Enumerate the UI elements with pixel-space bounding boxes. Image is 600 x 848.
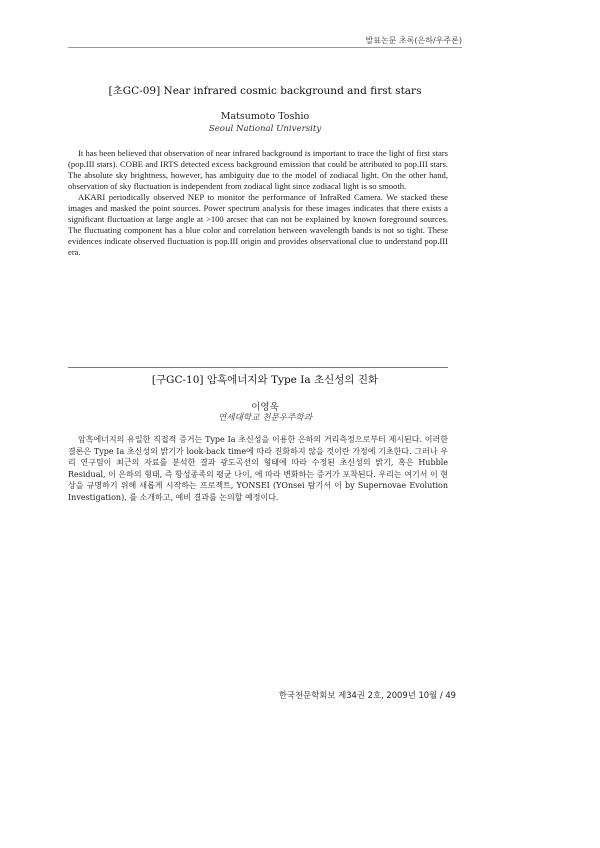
paper2-author: 이영욱 xyxy=(251,402,279,413)
page-footer: 한국천문학회보 제34권 2호, 2009년 10월 / 49 xyxy=(278,690,456,700)
paper1-paragraph-1: It has been believed that observation of near infrared background is important to trace the light of first stars (pop.III stars). COBE and IRTS detected excess background emission that could be attributed to pop.III stars. The absolute sky brightness, however, has ambiguity due to the model of zodiacal light. On the other hand, observation of sky fluctuation is independent from zodiacal light since zodiacal light is so smooth. xyxy=(68,148,448,191)
header-rule xyxy=(68,47,462,48)
paper2-paragraph-1: 암흑에너지의 유일한 직접적 증거는 Type Ia 초신성을 이용한 은하의 거리측정으로부터 제시된다. 이러한 결론은 Type Ia 초신성의 밝기가 look-back time에 따라 진화하지 않을 것이란 가정에 기초한다. 그러나 우리 연구팀이 최근의 자료를 분석한 결과 광도곡선의 형태에 따라 수정된 초신성의 밝기, 혹은 Hubble Residual, 이 은하의 형태, 즉 항성종족의 평균 나이, 에 따라 변화하는 증거가 포착된다. 우리는 여기서 이 현상을 규명하기 위해 새롭게 시작하는 프로젝트, YONSEI (YOnsei 탐기서 이 by Supernovae Evolution Investigation), 를 소개하고, 예비 결과를 논의할 예정이다. xyxy=(68,435,448,502)
paper1-affiliation: Seoul National University xyxy=(208,124,322,134)
paper2-abstract xyxy=(68,434,448,504)
paper1-title: [초GC-09] Near infrared cosmic background and first stars xyxy=(108,85,422,97)
section-rule xyxy=(68,367,448,368)
paper2-title: [구GC-10] 암흑에너지와 Type Ia 초신성의 진화 xyxy=(151,374,379,386)
running-head: 발표논문 초록(은하/우주론) xyxy=(365,36,462,45)
paper1-paragraph-2: AKARI periodically observed NEP to monitor the performance of InfraRed Camera. We stacked these images and masked the point sources. Power spectrum analysis for these images indicates that there exists a significant fluctuation at large angle at >100 arcsec that can not be explained by known foreground sources. The fluctuating component has a blue color and correlation between wavelength bands is not so tight. These evidences indicate observed fluctuation is pop.III origin and provides observational clue to understand pop.III era. xyxy=(68,192,448,257)
paper1-abstract xyxy=(68,148,448,258)
paper2-affiliation: 연세대학교 천문우주학과 xyxy=(217,413,313,423)
paper1-author: Matsumoto Toshio xyxy=(220,111,310,122)
